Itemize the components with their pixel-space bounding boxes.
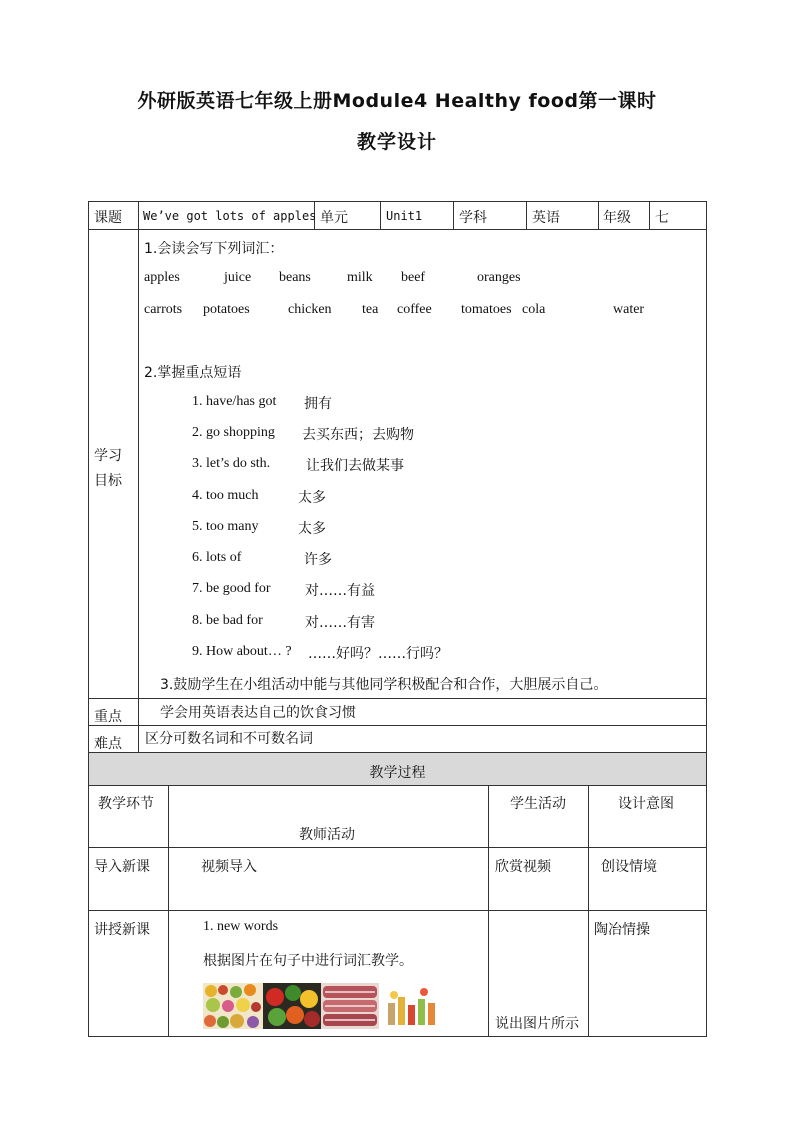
- teacher-activity-line-1: 1. new words: [203, 919, 279, 934]
- stage-cell: 讲授新课: [94, 922, 150, 938]
- vocab-word: oranges: [477, 270, 521, 285]
- vocab-word: potatoes: [203, 302, 250, 317]
- vocab-word: tea: [362, 302, 379, 317]
- subject-label: 学科: [459, 210, 487, 226]
- objective-2-title: 2.掌握重点短语: [144, 365, 242, 381]
- phrase-cn: 让我们去做某事: [306, 458, 404, 474]
- phrase-cn: 太多: [298, 521, 326, 537]
- objective-3: 3.鼓励学生在小组活动中能与其他同学积极配合和合作，大胆展示自己。: [160, 677, 608, 693]
- vocab-word: water: [613, 302, 645, 317]
- vocab-word: carrots: [144, 302, 183, 317]
- phrase-en: 2. go shopping: [192, 425, 275, 440]
- vocab-word: juice: [224, 270, 252, 285]
- phrase-en: 7. be good for: [192, 581, 271, 596]
- grade-label: 年级: [603, 210, 631, 226]
- grade-value: 七: [655, 210, 669, 226]
- objective-1-title: 1.会读会写下列词汇：: [144, 241, 284, 257]
- phrase-cn: ……好吗？……行吗？: [308, 646, 448, 662]
- process-header: 教学过程: [369, 765, 426, 781]
- phrase-en: 1. have/has got: [192, 394, 277, 409]
- phrase-en: 5. too many: [192, 519, 259, 534]
- unit-label: 单元: [320, 210, 348, 226]
- col-teacher-header: 教师活动: [299, 827, 355, 843]
- stage-cell: 导入新课: [94, 859, 150, 875]
- teacher-activity-cell: 视频导入: [201, 859, 257, 875]
- phrase-en: 4. too much: [192, 488, 259, 503]
- vocab-word: apples: [144, 270, 180, 285]
- phrase-cn: 太多: [298, 490, 326, 506]
- col-stage-header: 教学环节: [98, 796, 154, 812]
- phrase-cn: 许多: [304, 552, 332, 568]
- objectives-label-1: 学习: [94, 448, 122, 464]
- vocab-word: coffee: [397, 302, 432, 317]
- phrase-en: 9. How about… ?: [192, 644, 292, 659]
- drinks-image: [384, 983, 442, 1029]
- vocab-word: tomatoes: [461, 302, 512, 317]
- phrase-en: 6. lots of: [192, 550, 242, 565]
- design-intent-cell: 创设情境: [601, 859, 657, 875]
- phrase-cn: 对……有益: [305, 583, 375, 599]
- difficulty-value: 区分可数名词和不可数名词: [145, 731, 313, 747]
- unit-value: Unit1: [386, 209, 423, 223]
- teacher-activity-line-2: 根据图片在句子中进行词汇教学。: [203, 953, 413, 969]
- fruits-vegetables-image: [203, 983, 263, 1029]
- key-point-label: 重点: [94, 709, 122, 725]
- difficulty-label: 难点: [94, 736, 122, 752]
- phrase-cn: 对……有害: [305, 615, 375, 631]
- vocab-word: cola: [522, 302, 546, 317]
- phrase-en: 8. be bad for: [192, 613, 263, 628]
- phrase-cn: 去买东西；去购物: [302, 427, 414, 443]
- subject-value: 英语: [532, 210, 560, 226]
- student-activity-cell: 说出图片所示: [495, 1016, 579, 1032]
- vocab-word: milk: [347, 270, 373, 285]
- col-intent-header: 设计意图: [618, 796, 674, 812]
- vocab-word: beans: [279, 270, 311, 285]
- doc-subtitle: 教学设计: [356, 131, 437, 153]
- doc-title: 外研版英语七年级上册Module4 Healthy food第一课时: [137, 90, 657, 112]
- vocab-word: beef: [401, 270, 426, 285]
- phrase-cn: 拥有: [304, 396, 332, 412]
- student-activity-cell: 欣赏视频: [495, 859, 551, 875]
- col-student-header: 学生活动: [510, 796, 566, 812]
- objectives-label-2: 目标: [94, 473, 122, 489]
- vegetables-image: [263, 983, 321, 1029]
- meat-image: [321, 983, 379, 1029]
- design-intent-cell: 陶冶情操: [594, 922, 650, 938]
- topic-value: We’ve got lots of apples: [143, 209, 317, 223]
- phrase-en: 3. let’s do sth.: [192, 456, 271, 471]
- vocab-word: chicken: [288, 302, 332, 317]
- key-point-value: 学会用英语表达自己的饮食习惯: [160, 705, 356, 721]
- topic-label: 课题: [94, 210, 122, 226]
